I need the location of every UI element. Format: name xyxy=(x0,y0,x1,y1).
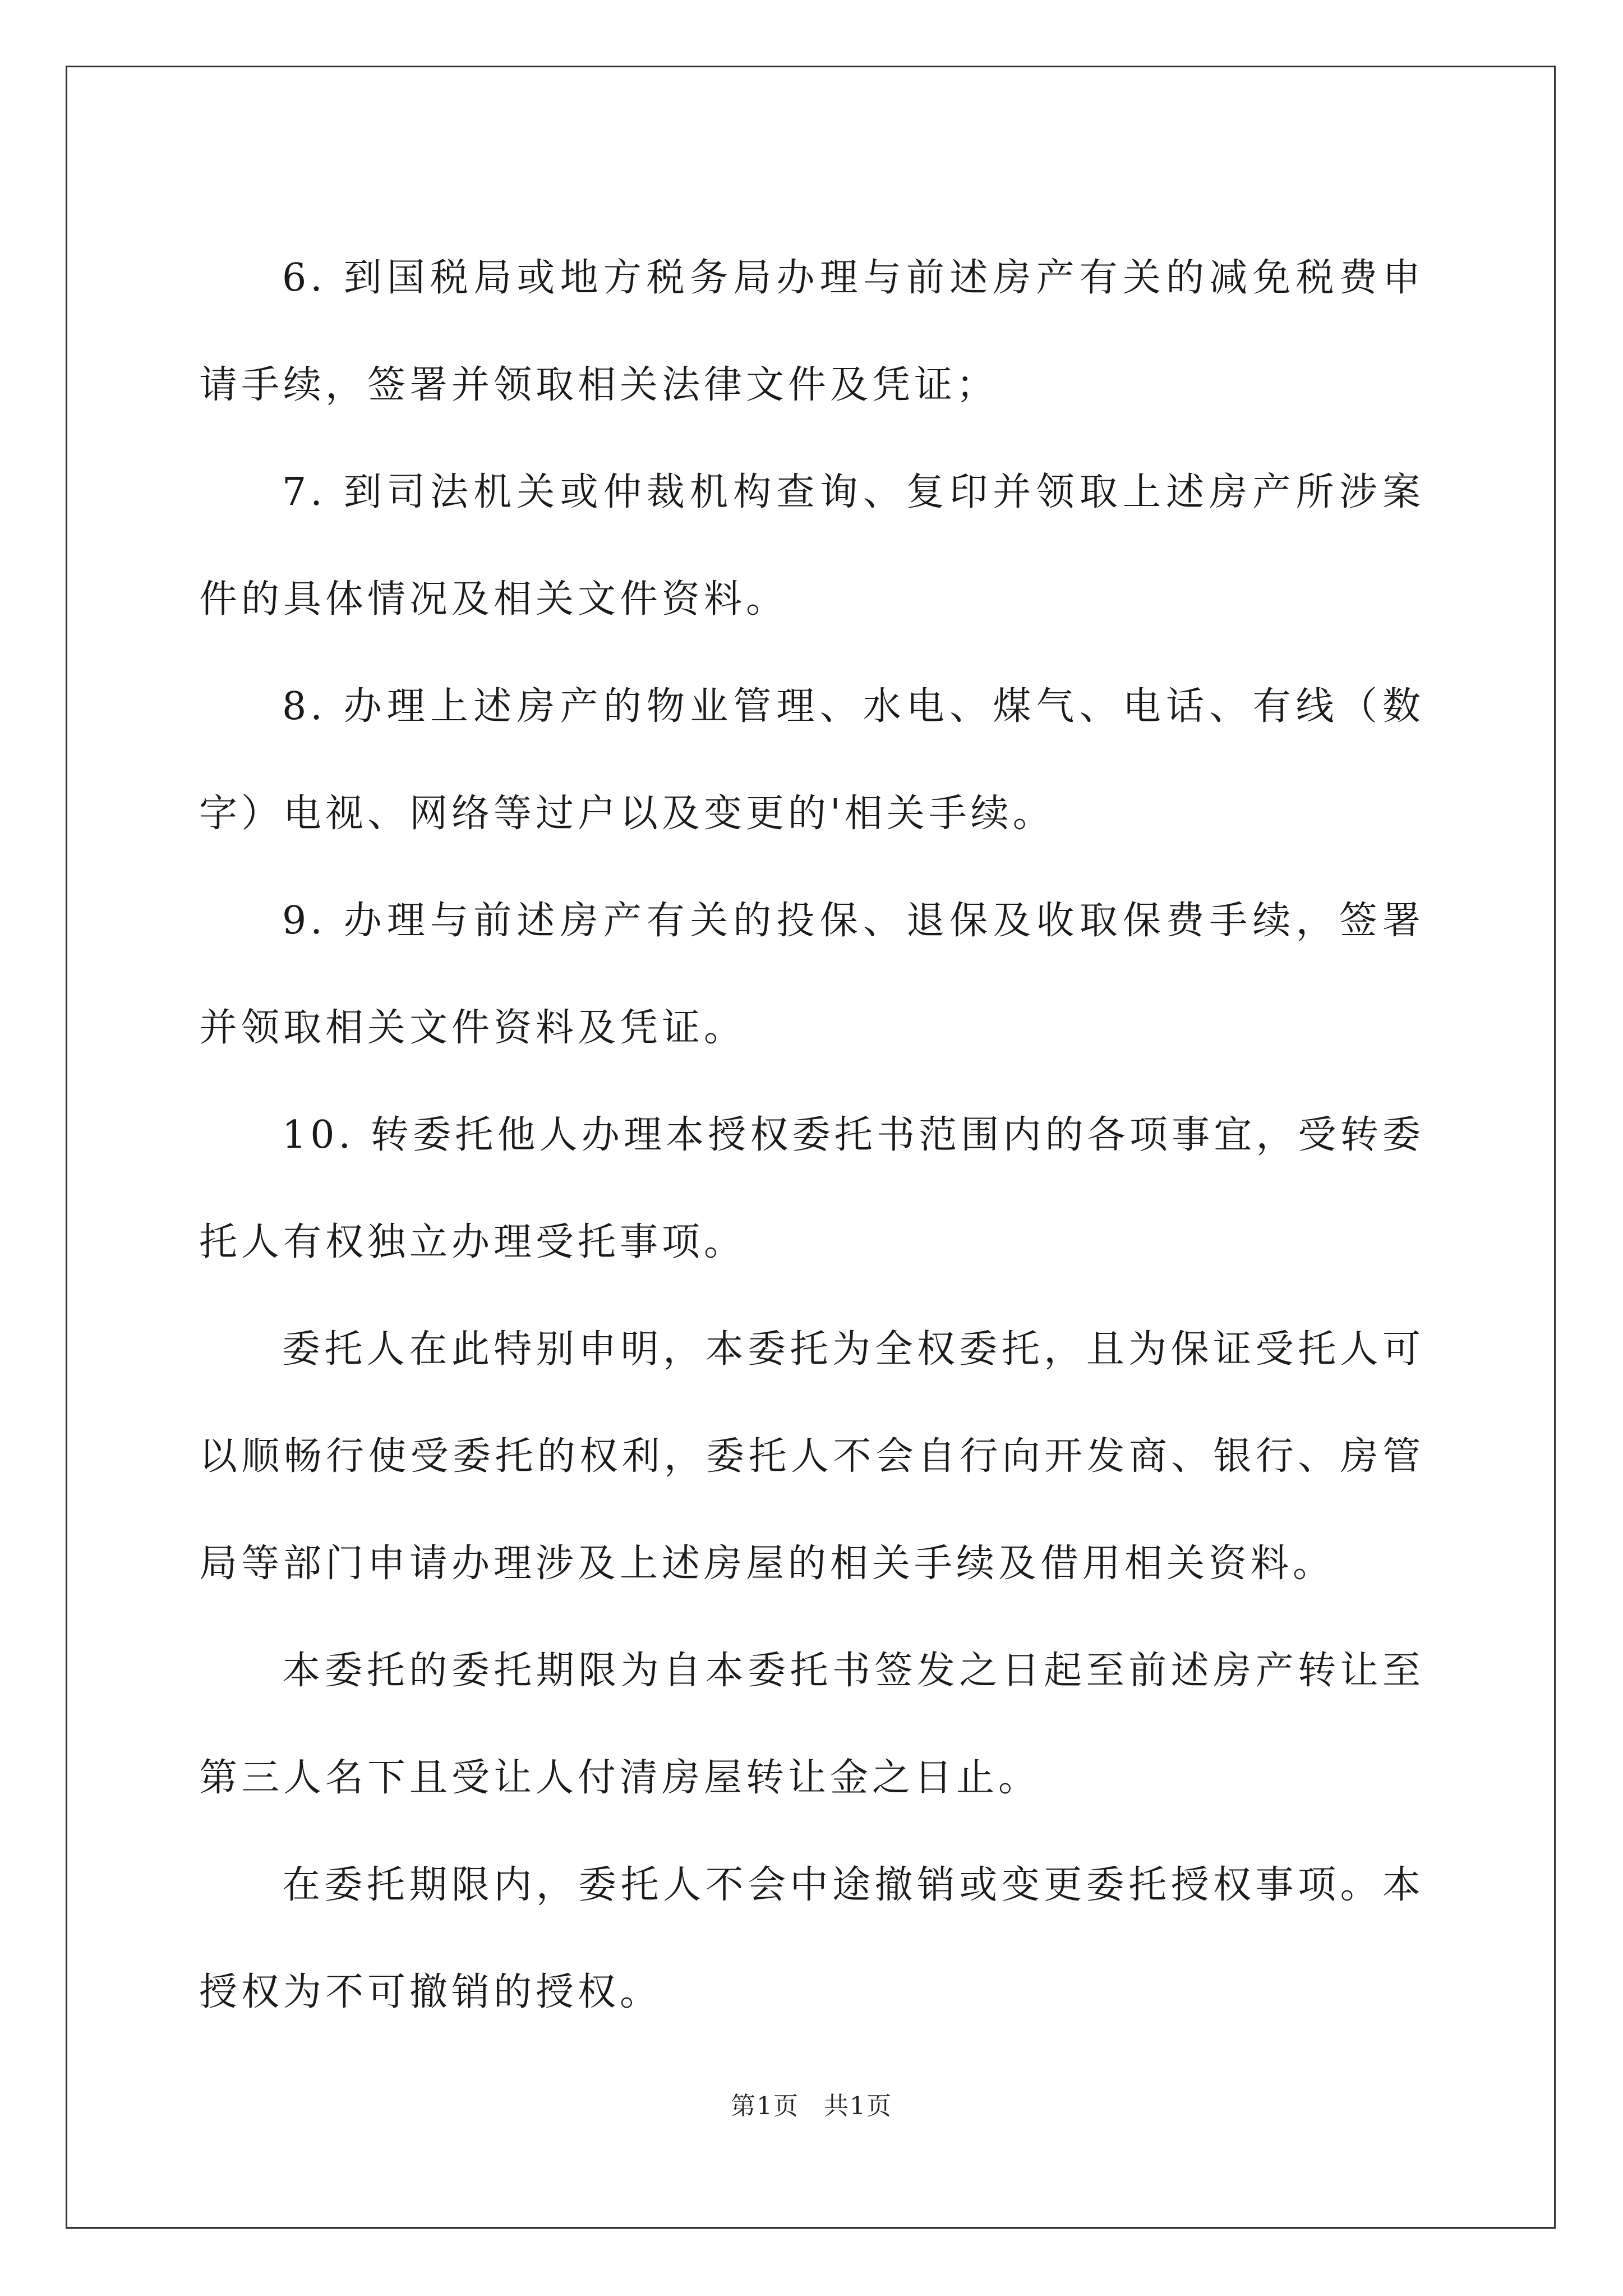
page-number: 第1页 xyxy=(731,2092,799,2120)
paragraph-item-7: 7. 到司法机关或仲裁机构查询、复印并领取上述房产所涉案件的具体情况及相关文件资料。 xyxy=(199,470,1424,622)
page-total: 共1页 xyxy=(824,2092,892,2120)
paragraph-irrevocable: 在委托期限内，委托人不会中途撤销或变更委托授权事项。本授权为不可撤销的授权。 xyxy=(199,1863,1424,2014)
paragraph-item-9: 9. 办理与前述房产有关的投保、退保及收取保费手续，签署并领取相关文件资料及凭证。 xyxy=(199,899,1424,1050)
document-body xyxy=(199,224,1424,2046)
page-footer xyxy=(0,2086,1623,2122)
paragraph-item-6: 6. 到国税局或地方税务局办理与前述房产有关的减免税费申请手续，签署并领取相关法律文件及凭证； xyxy=(199,256,1424,407)
paragraph-item-8: 8. 办理上述房产的物业管理、水电、煤气、电话、有线（数字）电视、网络等过户以及变更的'相关手续。 xyxy=(199,684,1424,836)
paragraph-special-statement: 委托人在此特别申明，本委托为全权委托，且为保证受托人可以顺畅行使受委托的权利，委托人不会自行向开发商、银行、房管局等部门申请办理涉及上述房屋的相关手续及借用相关资料。 xyxy=(199,1327,1424,1586)
paragraph-item-10: 10. 转委托他人办理本授权委托书范围内的各项事宜，受转委托人有权独立办理受托事项。 xyxy=(199,1113,1424,1264)
paragraph-term: 本委托的委托期限为自本委托书签发之日起至前述房产转让至第三人名下且受让人付清房屋转让金之日止。 xyxy=(199,1649,1424,1800)
